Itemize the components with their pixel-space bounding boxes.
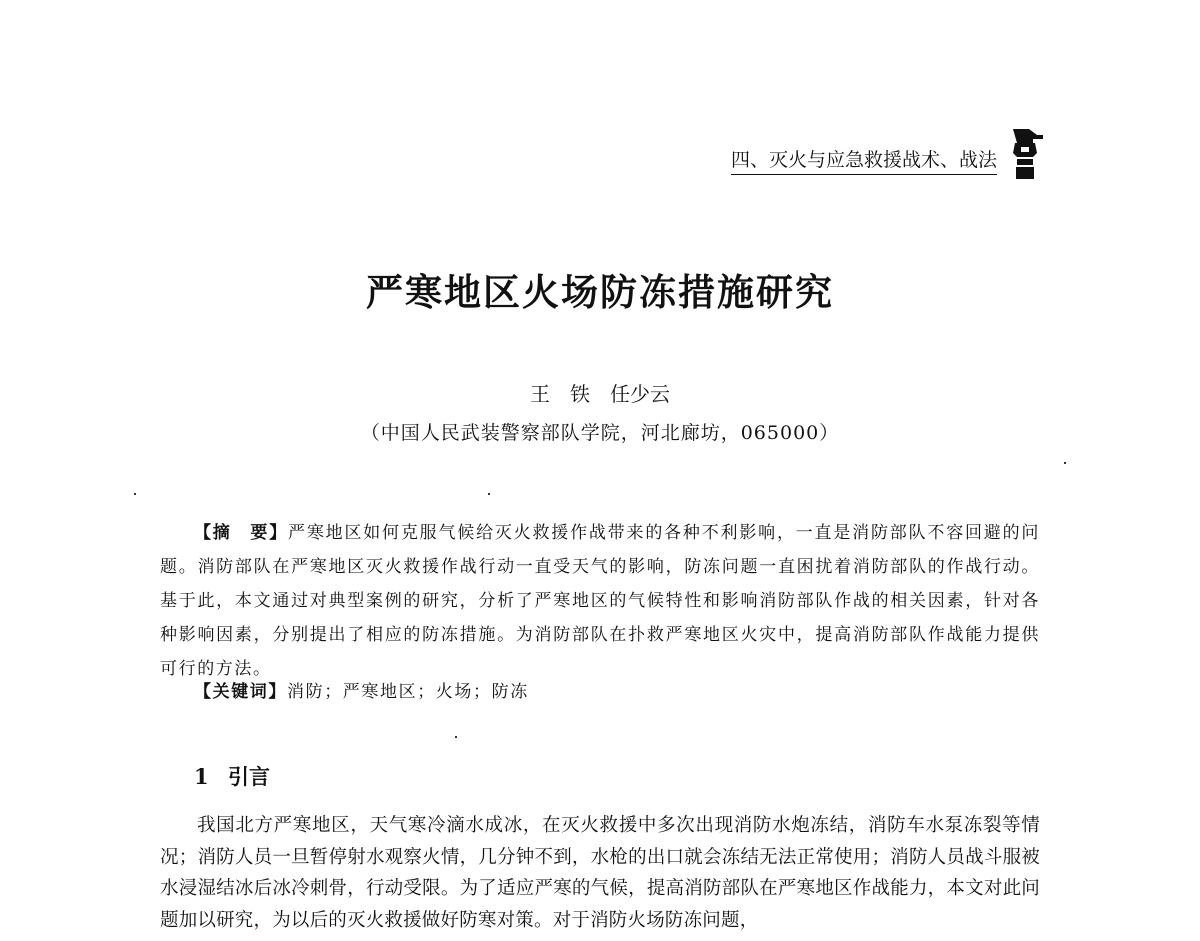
affiliation: （中国人民武装警察部队学院，河北廊坊，065000）	[360, 422, 840, 444]
abstract-text: 严寒地区如何克服气候给灭火救援作战带来的各种不利影响，一直是消防部队不容回避的问题。消防部队在严寒地区灭火救援作战行动一直受天气的影响，防冻问题一直困扰着消防部队的作战行动。基于此，本文通过对典型案例的研究，分析了严寒地区的气候特性和影响消防部队作战的相关因素，针对各种影响因素，分别提出了相应的防冻措施。为消防部队在扑救严寒地区火灾中，提高消防部队作战能力提供可行的方法。	[160, 523, 1041, 679]
section-body: 我国北方严寒地区，天气寒冷滴水成冰，在灭火救援中多次出现消防水炮冻结，消防车水泵冻裂等情况；消防人员一旦暂停射水观察火情，几分钟不到，水枪的出口就会冻结无法正常使用；消防人员战斗服被水浸湿结冰后冰冷刺骨，行动受限。为了适应严寒的气候，提高消防部队在严寒地区作战能力，本文对此问题加以研究，为以后的灭火救援做好防寒对策。对于消防火场防冻问题，	[160, 815, 1040, 931]
abstract-label: 【摘 要】	[194, 523, 289, 543]
scan-speck	[1064, 462, 1066, 464]
section-heading	[194, 761, 270, 791]
scan-speck	[134, 493, 136, 495]
scan-speck	[455, 736, 457, 738]
fire-extinguisher-emblem-icon	[1003, 125, 1047, 181]
abstract	[160, 516, 1040, 686]
section-title: 引言	[228, 765, 270, 789]
keywords-label: 【关键词】	[194, 682, 287, 702]
running-header: 四、灭火与应急救援战术、战法	[731, 145, 997, 175]
keywords-text: 消防；严寒地区；火场；防冻	[287, 682, 529, 702]
scan-speck	[488, 493, 490, 495]
keywords	[194, 677, 529, 702]
authors: 王 铁 任少云	[530, 382, 670, 406]
section-number: 1	[194, 764, 209, 789]
paper-title: 严寒地区火场防冻措施研究	[366, 271, 834, 314]
